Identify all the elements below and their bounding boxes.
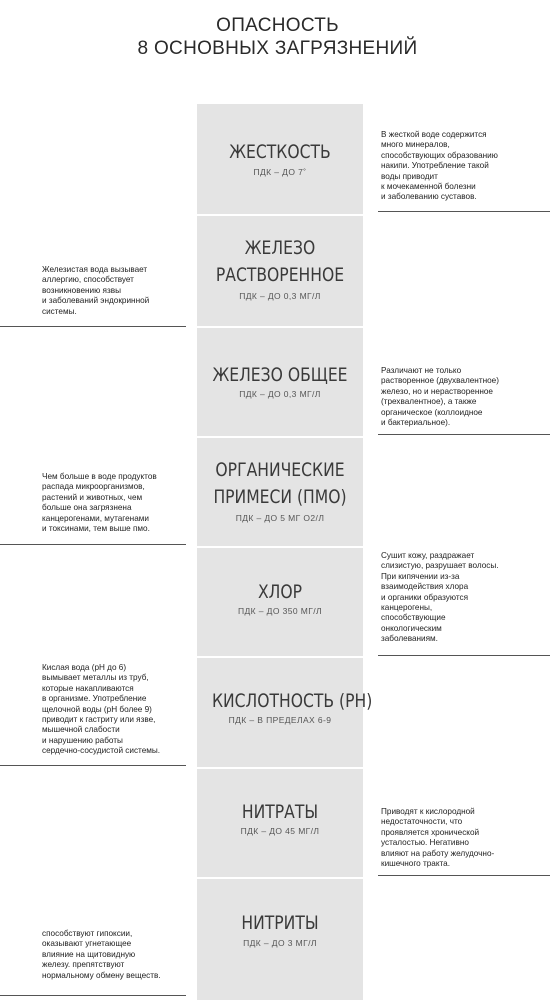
section-7-underline	[378, 875, 550, 876]
column-divider	[197, 767, 363, 769]
page-title	[0, 14, 555, 60]
section-2-limit: ПДК – ДО 0,3 МГ/Л	[239, 291, 321, 301]
section-7-description-line: недостаточности, что	[381, 817, 463, 827]
section-3-description-line: Различают не только	[381, 366, 462, 375]
section-6-underline	[0, 765, 186, 766]
section-2-title: ЖЕЛЕЗО	[244, 237, 316, 259]
section-3-description-line: растворенное (двухвалентное)	[381, 376, 499, 386]
section-1-limit: ПДК – ДО 7˚	[253, 167, 307, 177]
section-8-description-line: способствуют гипоксии,	[42, 929, 133, 938]
section-4-description-line: Чем больше в воде продуктов	[42, 472, 157, 481]
section-4-limit: ПДК – ДО 5 МГ О2/Л	[235, 513, 325, 523]
section-8-limit: ПДК – ДО 3 МГ/Л	[243, 938, 317, 948]
section-6-limit: ПДК – В ПРЕДЕЛАХ 6-9	[228, 715, 332, 725]
section-4-title: ПРИМЕСИ (ПМО)	[213, 486, 347, 508]
section-3-description-line: и бактериальное).	[381, 418, 451, 428]
column-divider	[197, 877, 363, 879]
section-7-description-line: усталостью. Негативно	[381, 838, 469, 848]
section-6-description	[42, 663, 160, 757]
section-2-description-line: и заболеваний эндокринной	[42, 296, 150, 306]
column-divider	[197, 436, 363, 438]
section-4-title: ОРГАНИЧЕСКИЕ	[215, 459, 345, 481]
section-4-description-line: больше она загрязнена	[42, 503, 132, 513]
section-7-description	[381, 807, 494, 869]
section-2-description-line: возникновению язвы	[42, 285, 121, 295]
section-6-description-line: в организме. Употребление	[42, 694, 147, 704]
section-4-description-line: канцерогенами, мутагенами	[42, 513, 149, 523]
section-2-title: РАСТВОРЕННОЕ	[215, 264, 345, 286]
section-6-description-line: щелочной воды (pH более 9)	[42, 704, 152, 714]
section-8-description-line: нормальному обмену веществ.	[42, 970, 161, 980]
section-6-description-line: и нарушению работы	[42, 735, 123, 745]
section-2-underline	[0, 326, 186, 327]
section-4-description-line: растений и животных, чем	[42, 492, 143, 502]
section-7-description-line: влияют на работу желудочно-	[381, 848, 495, 858]
section-7-description-line: проявляется хронической	[381, 827, 480, 837]
section-1-description-line: к мочекаменной болезни	[381, 182, 476, 192]
column-divider	[197, 546, 363, 548]
section-1-description-line: В жесткой воде содержится	[381, 130, 487, 139]
section-1-description-line: воды приводит	[381, 171, 438, 181]
section-2-description-line: системы.	[42, 306, 77, 316]
section-5-underline	[378, 655, 550, 656]
section-7-limit: ПДК – ДО 45 МГ/Л	[240, 826, 320, 836]
section-4-description	[42, 472, 157, 534]
section-1-underline	[378, 211, 550, 212]
section-4-description-line: и токсинами, тем выше пмо.	[42, 524, 150, 534]
section-6-description-line: мышечной слабости	[42, 725, 120, 735]
section-6-description-line: сердечно-сосудистой системы.	[42, 746, 161, 756]
section-7-description-line: кишечного тракта.	[381, 859, 450, 869]
section-1-description	[381, 130, 498, 203]
section-1-description-line: и заболеванию суставов.	[381, 192, 477, 202]
section-5-description	[381, 551, 499, 645]
section-5-description-line: Сушит кожу, раздражает	[381, 551, 475, 560]
section-3-description-line: (трехвалентное), а также	[381, 397, 477, 407]
section-5-limit: ПДК – ДО 350 МГ/Л	[238, 606, 322, 616]
section-5-description-line: заболеваниям.	[381, 634, 438, 644]
section-2-description-line: Железистая вода вызывает	[42, 265, 148, 274]
section-6-description-line: Кислая вода (pH до 6)	[42, 663, 127, 672]
section-3-description	[381, 366, 499, 428]
section-6-description-line: приводит к гастриту или язве,	[42, 715, 156, 725]
section-7-description-line: Приводят к кислородной	[381, 807, 475, 816]
section-4-underline	[0, 544, 186, 545]
section-5-description-line: При кипячении из-за	[381, 571, 460, 581]
section-5-description-line: взаимодействия хлора	[381, 582, 469, 592]
section-2-description	[42, 265, 149, 317]
section-5-description-line: способствующие	[381, 613, 446, 623]
section-1-description-line: способствующих образованию	[381, 150, 498, 160]
section-6-description-line: которые накапливаются	[42, 683, 134, 693]
section-3-description-line: органическое (коллоидное	[381, 407, 483, 417]
section-2-description-line: аллергию, способствует	[42, 275, 134, 285]
section-5-description-line: и органики образуются	[381, 592, 468, 602]
section-3-description-line: железо, но и нерастворенное	[381, 386, 493, 396]
section-5-title: ХЛОР	[257, 581, 303, 603]
section-1-description-line: накипи. Употребление такой	[381, 161, 489, 171]
section-6-description-line: вымывает металлы из труб,	[42, 673, 149, 683]
section-6-title: КИСЛОТНОСТЬ (PH)	[211, 690, 373, 712]
section-8-title: НИТРИТЫ	[241, 912, 319, 934]
page-title-line-2: 8 ОСНОВНЫХ ЗАГРЯЗНЕНИЙ	[137, 38, 418, 59]
section-8-underline	[0, 995, 186, 996]
column-divider	[197, 214, 363, 216]
section-8-description-line: оказывают угнетающее	[42, 939, 132, 949]
section-4-description-line: распада микроорганизмов,	[42, 482, 145, 492]
page-title-line-1: ОПАСНОСТЬ	[216, 15, 339, 36]
section-8-description-line: влияние на щитовидную	[42, 949, 136, 959]
section-5-description-line: канцерогены,	[381, 603, 433, 613]
section-3-underline	[378, 434, 550, 435]
section-3-title: ЖЕЛЕЗО ОБЩЕЕ	[212, 364, 348, 386]
section-5-description-line: онкологическим	[381, 623, 442, 633]
section-3-limit: ПДК – ДО 0,3 МГ/Л	[239, 389, 321, 399]
section-7-title: НИТРАТЫ	[241, 801, 319, 823]
section-1-description-line: много минералов,	[381, 140, 450, 150]
section-8-description	[42, 929, 161, 981]
section-8-description-line: железу. препятствуют	[42, 960, 125, 970]
section-1-title: ЖЕСТКОСТЬ	[229, 141, 331, 163]
column-divider	[197, 326, 363, 328]
section-5-description-line: слизистую, разрушает волосы.	[381, 561, 499, 571]
column-divider	[197, 656, 363, 658]
